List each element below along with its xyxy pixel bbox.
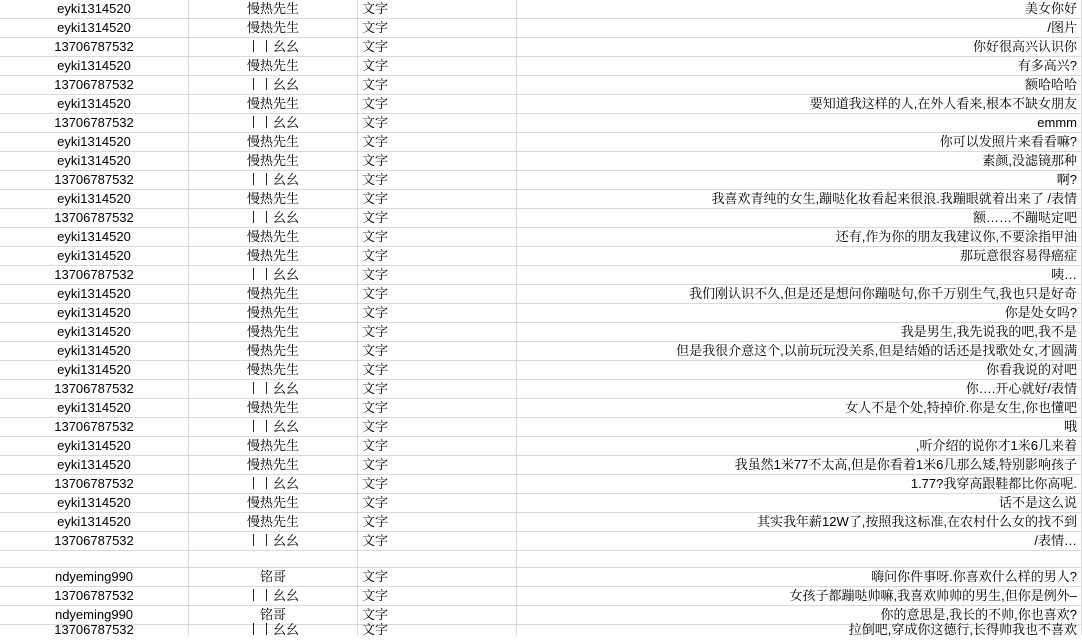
- table-row: [0, 76, 1082, 95]
- cell-message-content: 我们刚认识不久,但是还是想问你蹦哒句,你千万别生气,我也只是好奇: [517, 285, 1082, 304]
- cell-message-content: [517, 551, 1082, 568]
- cell-account: 13706787532: [0, 625, 189, 636]
- table-row: [0, 247, 1082, 266]
- cell-nickname: 丨丨幺幺: [189, 380, 358, 399]
- cell-message-content: 哦: [517, 418, 1082, 437]
- cell-account: 13706787532: [0, 38, 189, 57]
- cell-message-type: [358, 551, 517, 568]
- cell-message-type: 文字: [358, 209, 517, 228]
- cell-account: eyki1314520: [0, 19, 189, 38]
- table-row: [0, 190, 1082, 209]
- cell-account: eyki1314520: [0, 361, 189, 380]
- cell-message-type: 文字: [358, 266, 517, 285]
- cell-message-type: 文字: [358, 418, 517, 437]
- cell-nickname: 慢热先生: [189, 399, 358, 418]
- cell-message-content: 但是我很介意这个,以前玩玩没关系,但是结婚的话还是找歌处女,才圆满: [517, 342, 1082, 361]
- cell-nickname: 丨丨幺幺: [189, 114, 358, 133]
- table-row: [0, 209, 1082, 228]
- cell-account: eyki1314520: [0, 323, 189, 342]
- table-row: [0, 625, 1082, 636]
- cell-account: eyki1314520: [0, 342, 189, 361]
- table-row: [0, 437, 1082, 456]
- cell-message-content: 还有,作为你的朋友我建议你,不要涂指甲油: [517, 228, 1082, 247]
- cell-message-content: /图片: [517, 19, 1082, 38]
- cell-message-content: 我虽然1米77不太高,但是你看着1米6几那么矮,特别影响孩子: [517, 456, 1082, 475]
- cell-message-content: 话不是这么说: [517, 494, 1082, 513]
- cell-account: 13706787532: [0, 76, 189, 95]
- cell-nickname: 慢热先生: [189, 0, 358, 19]
- cell-message-type: 文字: [358, 625, 517, 636]
- cell-message-content: /表情…: [517, 532, 1082, 551]
- cell-message-type: 文字: [358, 152, 517, 171]
- cell-message-content: 要知道我这样的人,在外人看来,根本不缺女朋友: [517, 95, 1082, 114]
- cell-message-type: 文字: [358, 399, 517, 418]
- cell-nickname: 丨丨幺幺: [189, 587, 358, 606]
- cell-message-type: 文字: [358, 76, 517, 95]
- cell-nickname: 慢热先生: [189, 342, 358, 361]
- cell-message-type: 文字: [358, 190, 517, 209]
- cell-message-type: 文字: [358, 568, 517, 587]
- cell-account: eyki1314520: [0, 399, 189, 418]
- table-row: [0, 532, 1082, 551]
- table-row: [0, 456, 1082, 475]
- cell-nickname: 慢热先生: [189, 456, 358, 475]
- cell-account: eyki1314520: [0, 0, 189, 19]
- table-row: [0, 494, 1082, 513]
- cell-nickname: 慢热先生: [189, 285, 358, 304]
- cell-message-type: 文字: [358, 285, 517, 304]
- table-row: [0, 323, 1082, 342]
- cell-account: 13706787532: [0, 380, 189, 399]
- cell-account: 13706787532: [0, 475, 189, 494]
- cell-nickname: 慢热先生: [189, 152, 358, 171]
- cell-nickname: 慢热先生: [189, 95, 358, 114]
- cell-nickname: 丨丨幺幺: [189, 418, 358, 437]
- cell-message-type: 文字: [358, 342, 517, 361]
- cell-nickname: 铭哥: [189, 568, 358, 587]
- cell-account: eyki1314520: [0, 190, 189, 209]
- table-row: [0, 285, 1082, 304]
- cell-message-type: 文字: [358, 475, 517, 494]
- cell-nickname: 慢热先生: [189, 304, 358, 323]
- cell-message-content: 美女你好: [517, 0, 1082, 19]
- table-row: [0, 587, 1082, 606]
- table-row: [0, 0, 1082, 19]
- cell-message-content: 女人不是个处,特掉价.你是女生,你也懂吧: [517, 399, 1082, 418]
- cell-message-content: 嗨问你件事呀.你喜欢什么样的男人?: [517, 568, 1082, 587]
- cell-message-type: 文字: [358, 494, 517, 513]
- cell-message-type: 文字: [358, 57, 517, 76]
- cell-account: eyki1314520: [0, 95, 189, 114]
- cell-account: eyki1314520: [0, 228, 189, 247]
- cell-message-type: 文字: [358, 247, 517, 266]
- table-row: [0, 418, 1082, 437]
- cell-account: eyki1314520: [0, 152, 189, 171]
- cell-message-type: 文字: [358, 171, 517, 190]
- table-row: [0, 380, 1082, 399]
- cell-nickname: 丨丨幺幺: [189, 625, 358, 636]
- cell-nickname: 慢热先生: [189, 133, 358, 152]
- cell-nickname: 慢热先生: [189, 57, 358, 76]
- cell-message-content: 素颜,没滤镜那种: [517, 152, 1082, 171]
- cell-message-type: 文字: [358, 513, 517, 532]
- table-row: [0, 568, 1082, 587]
- table-row: [0, 304, 1082, 323]
- cell-message-type: 文字: [358, 38, 517, 57]
- cell-nickname: 丨丨幺幺: [189, 532, 358, 551]
- cell-nickname: 丨丨幺幺: [189, 209, 358, 228]
- cell-nickname: 丨丨幺幺: [189, 266, 358, 285]
- cell-account: eyki1314520: [0, 494, 189, 513]
- cell-nickname: 丨丨幺幺: [189, 475, 358, 494]
- cell-message-content: 你的意思是,我长的不帅,你也喜欢?: [517, 606, 1082, 625]
- cell-message-content: 拉倒吧,穿成你这德行,长得帅我也不喜欢: [517, 625, 1082, 636]
- cell-nickname: 慢热先生: [189, 19, 358, 38]
- cell-message-type: 文字: [358, 323, 517, 342]
- table-row: [0, 513, 1082, 532]
- cell-message-type: 文字: [358, 361, 517, 380]
- cell-message-content: 你是处女吗?: [517, 304, 1082, 323]
- cell-message-type: 文字: [358, 19, 517, 38]
- cell-message-content: 有多高兴?: [517, 57, 1082, 76]
- cell-account: eyki1314520: [0, 57, 189, 76]
- cell-message-type: 文字: [358, 304, 517, 323]
- cell-message-type: 文字: [358, 437, 517, 456]
- cell-account: eyki1314520: [0, 247, 189, 266]
- cell-message-content: 你可以发照片来看看嘛?: [517, 133, 1082, 152]
- cell-message-content: 啊?: [517, 171, 1082, 190]
- cell-account: [0, 551, 189, 568]
- cell-message-type: 文字: [358, 606, 517, 625]
- cell-nickname: 慢热先生: [189, 361, 358, 380]
- cell-account: 13706787532: [0, 266, 189, 285]
- cell-message-content: 女孩子都蹦哒帅嘛,我喜欢帅帅的男生,但你是例外–: [517, 587, 1082, 606]
- cell-nickname: 慢热先生: [189, 323, 358, 342]
- cell-message-content: ,听介绍的说你才1米6几来着: [517, 437, 1082, 456]
- cell-account: ndyeming990: [0, 568, 189, 587]
- cell-nickname: [189, 551, 358, 568]
- cell-nickname: 丨丨幺幺: [189, 38, 358, 57]
- cell-message-type: 文字: [358, 95, 517, 114]
- cell-message-type: 文字: [358, 380, 517, 399]
- cell-message-content: 你看我说的对吧: [517, 361, 1082, 380]
- cell-account: 13706787532: [0, 114, 189, 133]
- cell-account: ndyeming990: [0, 606, 189, 625]
- cell-nickname: 慢热先生: [189, 513, 358, 532]
- cell-nickname: 慢热先生: [189, 494, 358, 513]
- cell-nickname: 丨丨幺幺: [189, 171, 358, 190]
- cell-message-content: 你….开心就好/表情: [517, 380, 1082, 399]
- cell-message-content: 额哈哈哈: [517, 76, 1082, 95]
- cell-nickname: 慢热先生: [189, 247, 358, 266]
- cell-account: 13706787532: [0, 532, 189, 551]
- table-row: [0, 133, 1082, 152]
- table-row: [0, 38, 1082, 57]
- table-row: [0, 475, 1082, 494]
- cell-message-content: emmm: [517, 114, 1082, 133]
- cell-account: eyki1314520: [0, 437, 189, 456]
- cell-message-type: 文字: [358, 532, 517, 551]
- cell-message-content: 我喜欢青纯的女生,蹦哒化妆看起来很浪.我蹦眼就着出来了 /表情: [517, 190, 1082, 209]
- cell-nickname: 慢热先生: [189, 190, 358, 209]
- cell-message-type: 文字: [358, 587, 517, 606]
- cell-message-type: 文字: [358, 228, 517, 247]
- cell-message-content: 我是男生,我先说我的吧,我不是: [517, 323, 1082, 342]
- table-row: [0, 228, 1082, 247]
- table-row: [0, 266, 1082, 285]
- cell-account: eyki1314520: [0, 285, 189, 304]
- table-row: [0, 152, 1082, 171]
- cell-nickname: 慢热先生: [189, 228, 358, 247]
- cell-account: eyki1314520: [0, 513, 189, 532]
- cell-message-type: 文字: [358, 456, 517, 475]
- cell-account: 13706787532: [0, 418, 189, 437]
- table-row: [0, 19, 1082, 38]
- cell-account: 13706787532: [0, 587, 189, 606]
- table-row: [0, 57, 1082, 76]
- cell-message-content: 其实我年薪12W了,按照我这标准,在农村什么女的找不到: [517, 513, 1082, 532]
- cell-account: 13706787532: [0, 209, 189, 228]
- cell-nickname: 丨丨幺幺: [189, 76, 358, 95]
- cell-account: eyki1314520: [0, 133, 189, 152]
- cell-account: 13706787532: [0, 171, 189, 190]
- table-row: [0, 114, 1082, 133]
- cell-account: eyki1314520: [0, 456, 189, 475]
- cell-message-content: 1.77?我穿高跟鞋都比你高呢.: [517, 475, 1082, 494]
- table-row: [0, 361, 1082, 380]
- cell-message-content: 咦…: [517, 266, 1082, 285]
- table-row: [0, 171, 1082, 190]
- cell-message-content: 你好很高兴认识你: [517, 38, 1082, 57]
- table-row: [0, 551, 1082, 568]
- cell-nickname: 慢热先生: [189, 437, 358, 456]
- cell-message-type: 文字: [358, 133, 517, 152]
- table-row: [0, 399, 1082, 418]
- cell-nickname: 铭哥: [189, 606, 358, 625]
- table-row: [0, 342, 1082, 361]
- table-row: [0, 95, 1082, 114]
- cell-message-type: 文字: [358, 114, 517, 133]
- cell-message-content: 额……不蹦哒定吧: [517, 209, 1082, 228]
- cell-message-content: 那玩意很容易得癌症: [517, 247, 1082, 266]
- cell-message-type: 文字: [358, 0, 517, 19]
- cell-account: eyki1314520: [0, 304, 189, 323]
